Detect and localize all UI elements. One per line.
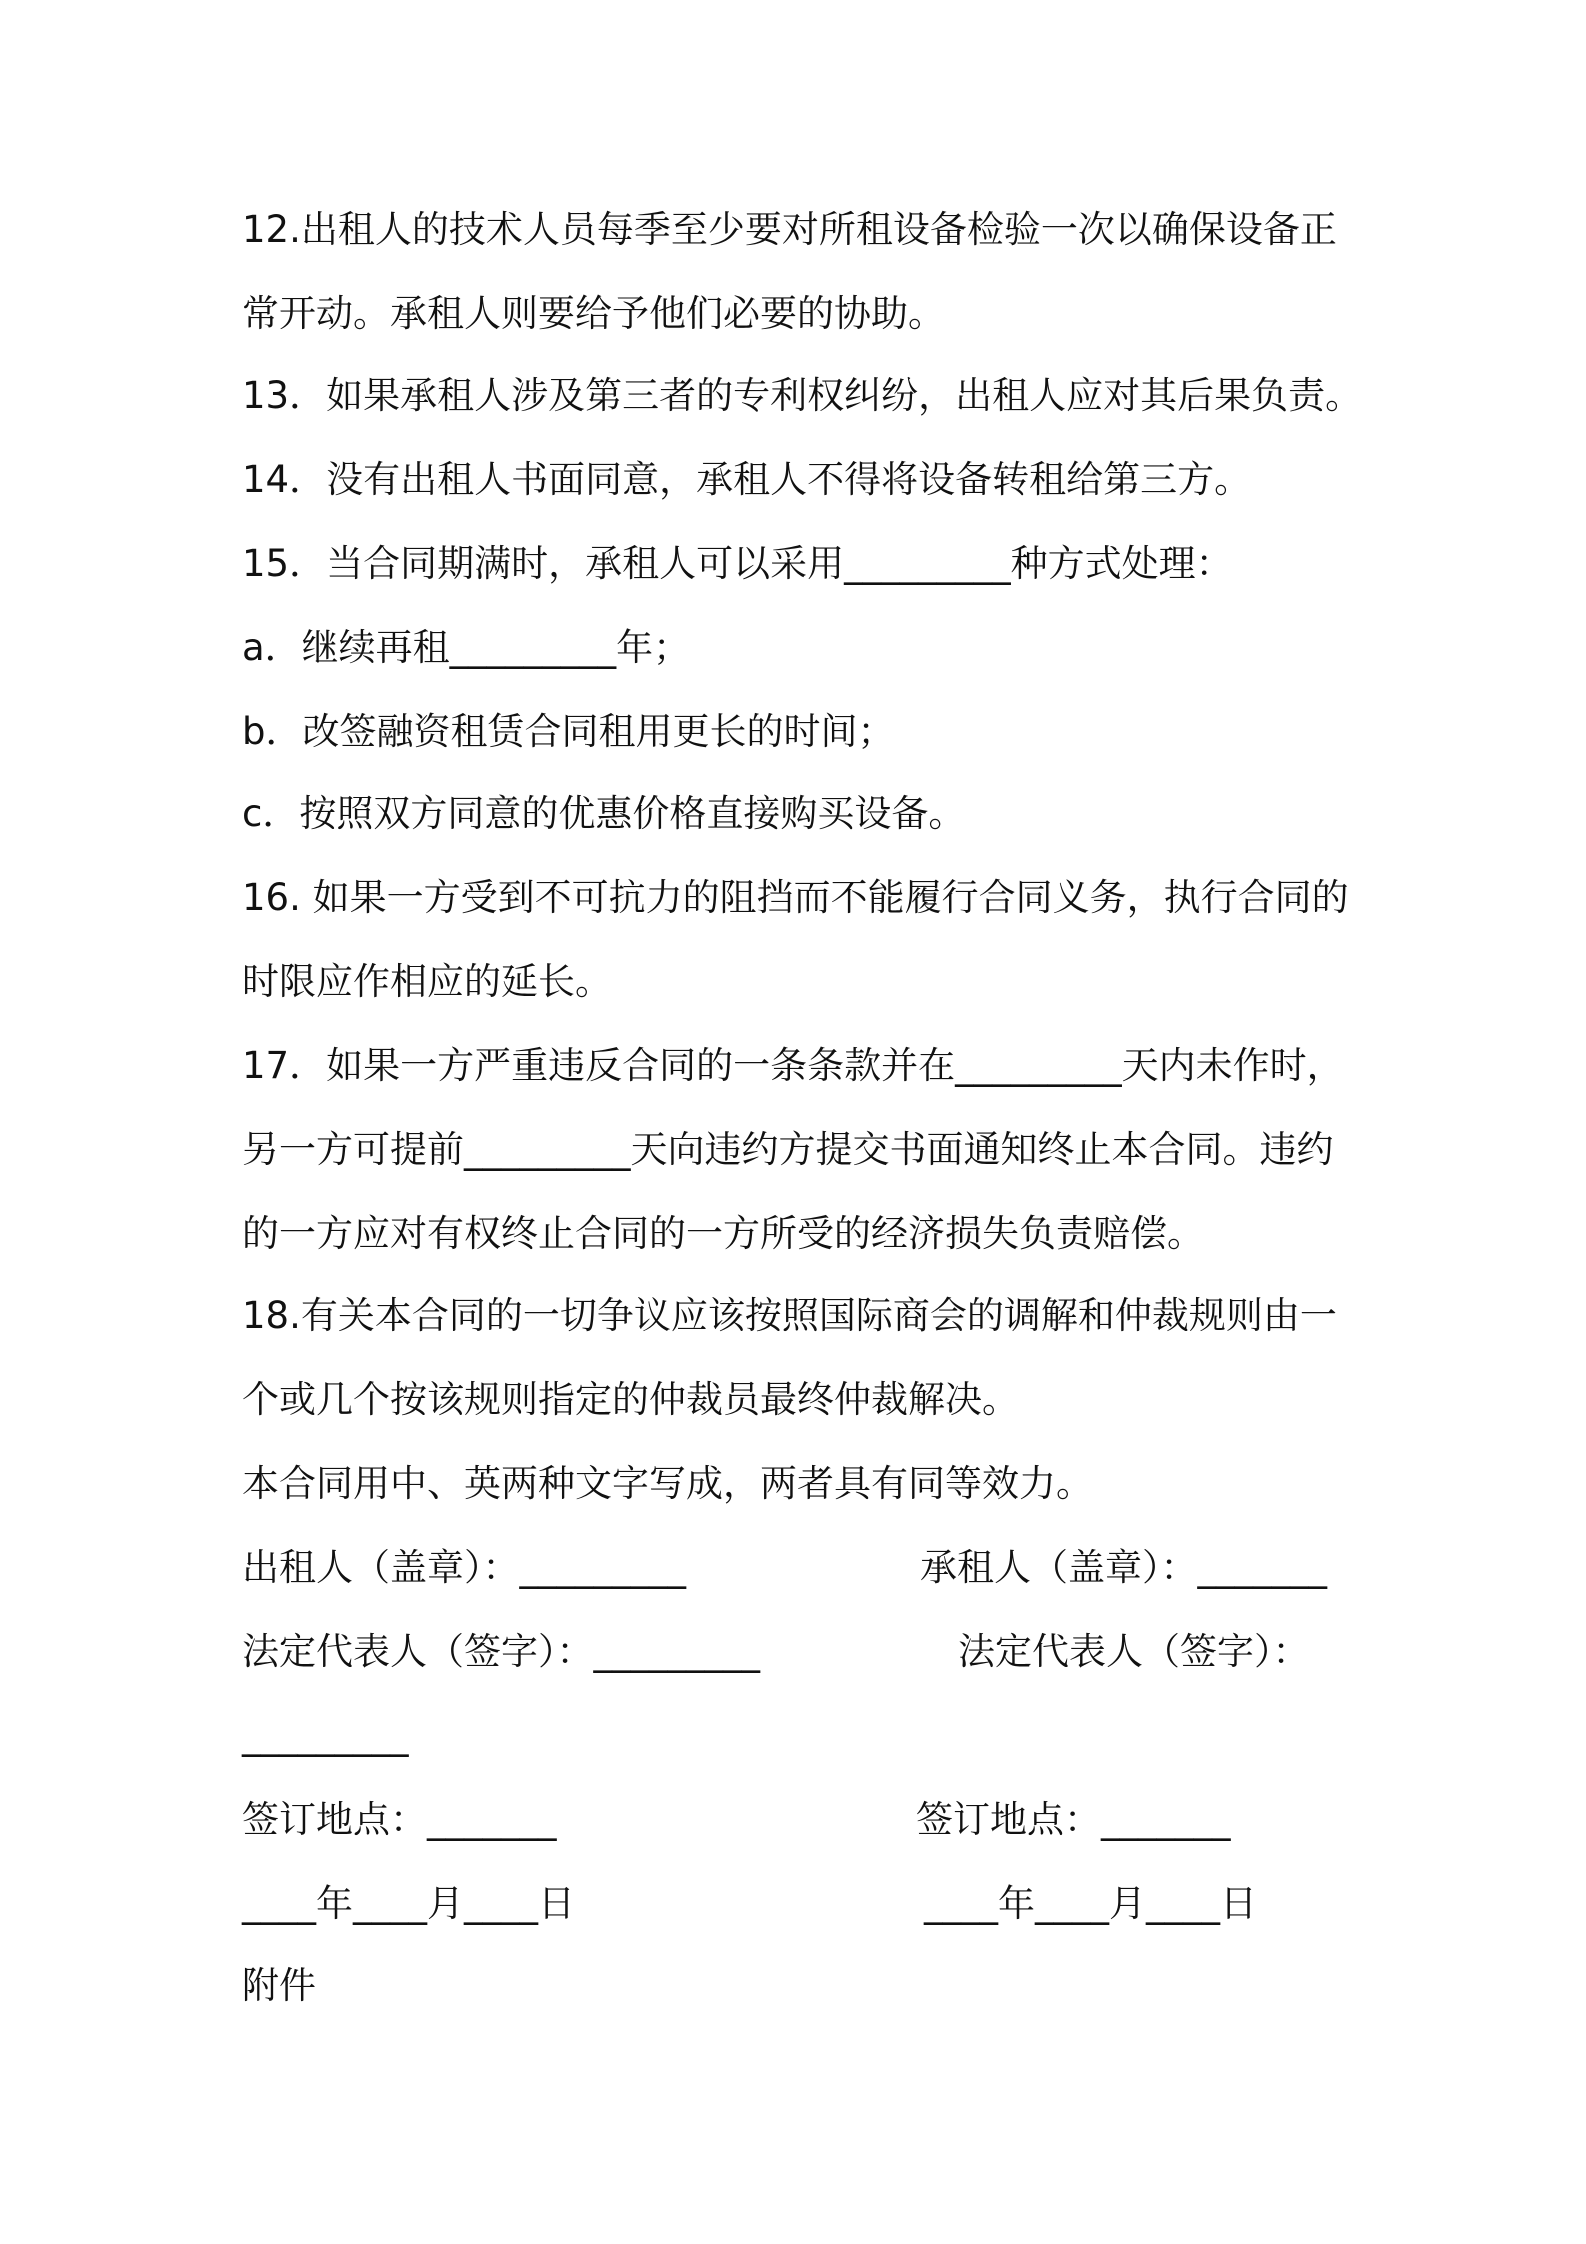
clause-14: 14．没有出租人书面同意，承租人不得将设备转租给第三方。	[242, 458, 1252, 501]
clause-15-option-c: c．按照双方同意的优惠价格直接购买设备。	[242, 792, 966, 835]
lessor-signing-place: 签订地点：_______	[242, 1798, 557, 1841]
clause-18-line-1: 18.有关本合同的一切争议应该按照国际商会的调解和仲裁规则由一	[242, 1294, 1337, 1337]
clause-12-line-1: 12.出租人的技术人员每季至少要对所租设备检验一次以确保设备正	[242, 208, 1337, 251]
clause-16-line-2: 时限应作相应的延长。	[242, 960, 612, 1003]
lessor-representative: 法定代表人（签字）：_________	[242, 1630, 760, 1673]
clause-15: 15．当合同期满时，承租人可以采用_________种方式处理：	[242, 542, 1233, 585]
lessor-signing-date: ____年____月____日	[242, 1882, 575, 1925]
clause-15-option-a: a．继续再租_________年；	[242, 626, 691, 669]
clause-17-line-1: 17．如果一方严重违反合同的一条条款并在_________天内未作时，	[242, 1044, 1344, 1087]
clause-12-line-2: 常开动。承租人则要给予他们必要的协助。	[242, 292, 945, 335]
lessee-signing-date: ____年____月____日	[924, 1882, 1257, 1925]
clause-15-option-b: b．改签融资租赁合同租用更长的时间；	[242, 710, 895, 753]
lessee-representative-blank: _________	[242, 1714, 409, 1757]
clause-17-line-3: 的一方应对有权终止合同的一方所受的经济损失负责赔偿。	[242, 1212, 1204, 1255]
lessee-representative: 法定代表人（签字）：	[958, 1630, 1310, 1673]
clause-18-line-2: 个或几个按该规则指定的仲裁员最终仲裁解决。	[242, 1378, 1019, 1421]
clause-16-line-1: 16. 如果一方受到不可抗力的阻挡而不能履行合同义务，执行合同的	[242, 876, 1349, 919]
lessee-seal: 承租人（盖章）：_______	[920, 1546, 1327, 1589]
clause-17-line-2: 另一方可提前_________天向违约方提交书面通知终止本合同。违约	[242, 1128, 1334, 1171]
language-clause: 本合同用中、英两种文字写成，两者具有同等效力。	[242, 1462, 1093, 1505]
lessor-seal: 出租人（盖章）：_________	[242, 1546, 686, 1589]
attachment-label: 附件	[242, 1964, 316, 2007]
lessee-signing-place: 签订地点：_______	[916, 1798, 1231, 1841]
clause-13: 13．如果承租人涉及第三者的专利权纠纷，出租人应对其后果负责。	[242, 374, 1363, 417]
